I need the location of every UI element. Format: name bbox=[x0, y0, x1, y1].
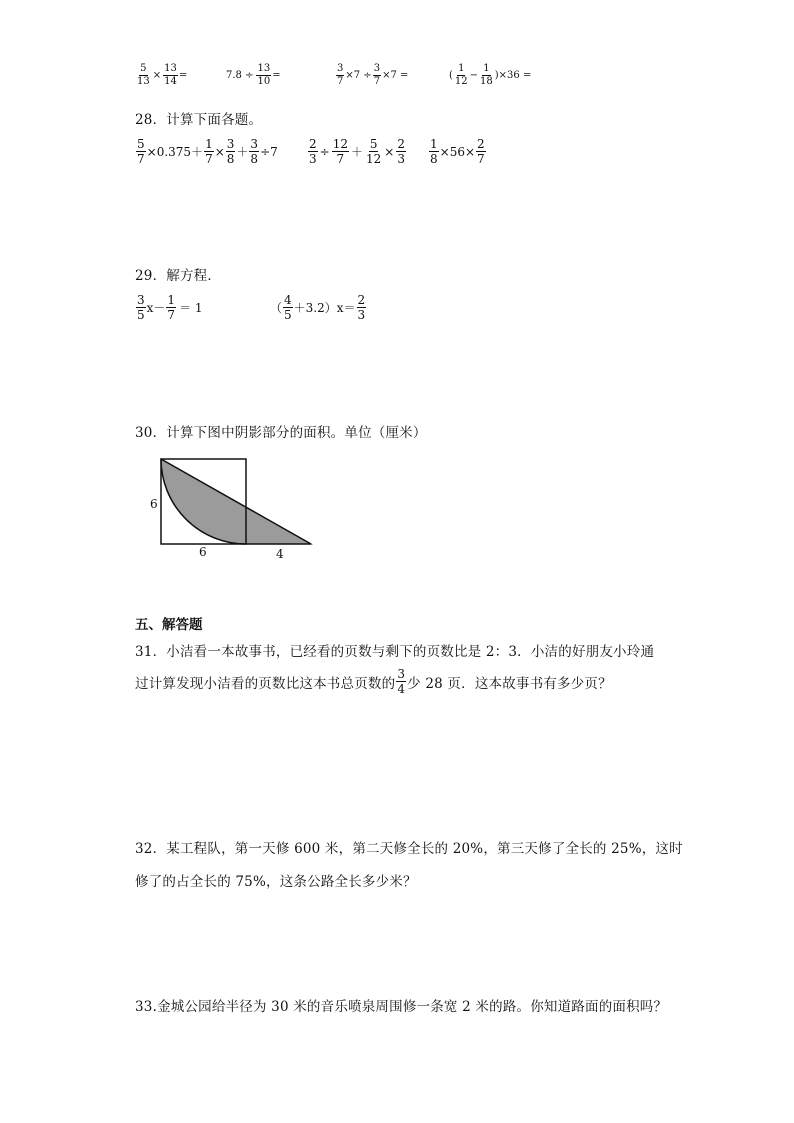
label-extension: 4 bbox=[276, 547, 284, 561]
fraction: $\frac{3}{8}$ bbox=[250, 137, 259, 166]
q28-expr-2: $\frac{2}{3}$ ÷ $\frac{12}{7}$ ＋ $\frac{5}{12}$ × $\frac{2}{3}$ bbox=[309, 137, 405, 166]
fraction: $\frac{1}{12}$ bbox=[454, 63, 468, 87]
shaded-area-figure bbox=[140, 452, 330, 572]
fraction: $\frac{2}{3}$ bbox=[397, 137, 405, 166]
fraction: $\frac{3}{8}$ bbox=[226, 137, 235, 166]
fraction: $\frac{5}{13}$ bbox=[137, 63, 150, 87]
fraction: $\frac{2}{3}$ bbox=[309, 137, 317, 166]
q27-expr-2: 7.8 ÷ $\frac{13}{10}$ = bbox=[226, 63, 281, 87]
q32-line-1: 32．某工程队，第一天修 600 米，第二天修全长的 20%，第三天修了全长的 25%，这时 bbox=[135, 841, 683, 857]
fraction: $\frac{13}{14}$ bbox=[164, 63, 177, 87]
fraction: $\frac{4}{5}$ bbox=[284, 293, 292, 322]
fraction: $\frac{1}{18}$ bbox=[480, 63, 493, 87]
fraction: $\frac{3}{7}$ bbox=[373, 63, 381, 87]
q27-expr-3: $\frac{3}{7}$ ×7 ÷ $\frac{3}{7}$ ×7 = bbox=[337, 63, 409, 87]
fraction: $\frac{5}{7}$ bbox=[137, 137, 145, 166]
fraction: $\frac{1}{7}$ bbox=[205, 137, 213, 166]
label-side-left: 6 bbox=[150, 497, 158, 511]
fraction: $\frac{5}{12}$ bbox=[366, 137, 382, 166]
q29-equation-1: $\frac{3}{5}$ x－ $\frac{1}{7}$ ＝ 1 bbox=[137, 293, 203, 322]
q29-title: 29．解方程． bbox=[135, 268, 222, 284]
fraction: $\frac{3}{4}$ bbox=[397, 667, 406, 696]
q29-equation-2: （ $\frac{4}{5}$ ＋3.2）x＝ $\frac{2}{3}$ bbox=[270, 293, 366, 322]
fraction: $\frac{13}{10}$ bbox=[257, 63, 271, 87]
q27-expr-4: ( $\frac{1}{12}$ − $\frac{1}{18}$ )×36 = bbox=[449, 63, 532, 87]
fraction: $\frac{3}{5}$ bbox=[137, 293, 145, 322]
fraction: $\frac{1}{8}$ bbox=[430, 137, 438, 166]
q28-title: 28．计算下面各题。 bbox=[135, 112, 263, 128]
q31-line-1: 31．小洁看一本故事书，已经看的页数与剩下的页数比是 2：3．小洁的好朋友小玲通 bbox=[135, 644, 655, 660]
fraction: $\frac{3}{7}$ bbox=[337, 63, 344, 87]
q33-line-1: 33.金城公园给半径为 30 米的音乐喷泉周围修一条宽 2 米的路。你知道路面的面积吗？ bbox=[135, 999, 668, 1015]
fraction: $\frac{2}{3}$ bbox=[357, 293, 366, 322]
section-five-title: 五、解答题 bbox=[135, 617, 203, 633]
label-side-bottom: 6 bbox=[199, 545, 207, 559]
fraction: $\frac{2}{7}$ bbox=[477, 137, 485, 166]
fraction: $\frac{12}{7}$ bbox=[332, 137, 348, 166]
q28-expr-3: $\frac{1}{8}$ ×56× $\frac{2}{7}$ bbox=[430, 137, 485, 166]
q30-title: 30．计算下图中阴影部分的面积。单位（厘米） bbox=[135, 425, 427, 441]
q28-expr-1: $\frac{5}{7}$ ×0.375＋ $\frac{1}{7}$ × $\frac{3}{8}$ ＋ $\frac{3}{8}$ ÷7 bbox=[137, 137, 278, 166]
q27-expr-1: $\frac{5}{13}$ × $\frac{13}{14}$ = bbox=[137, 63, 188, 87]
fraction: $\frac{1}{7}$ bbox=[167, 293, 176, 322]
q31-line-2: 过计算发现小洁看的页数比这本书总页数的 $\frac{3}{4}$ 少 28 页．这本故事书有多少页？ bbox=[135, 667, 612, 696]
q32-line-2: 修了的占全长的 75%，这条公路全长多少米？ bbox=[135, 874, 417, 890]
